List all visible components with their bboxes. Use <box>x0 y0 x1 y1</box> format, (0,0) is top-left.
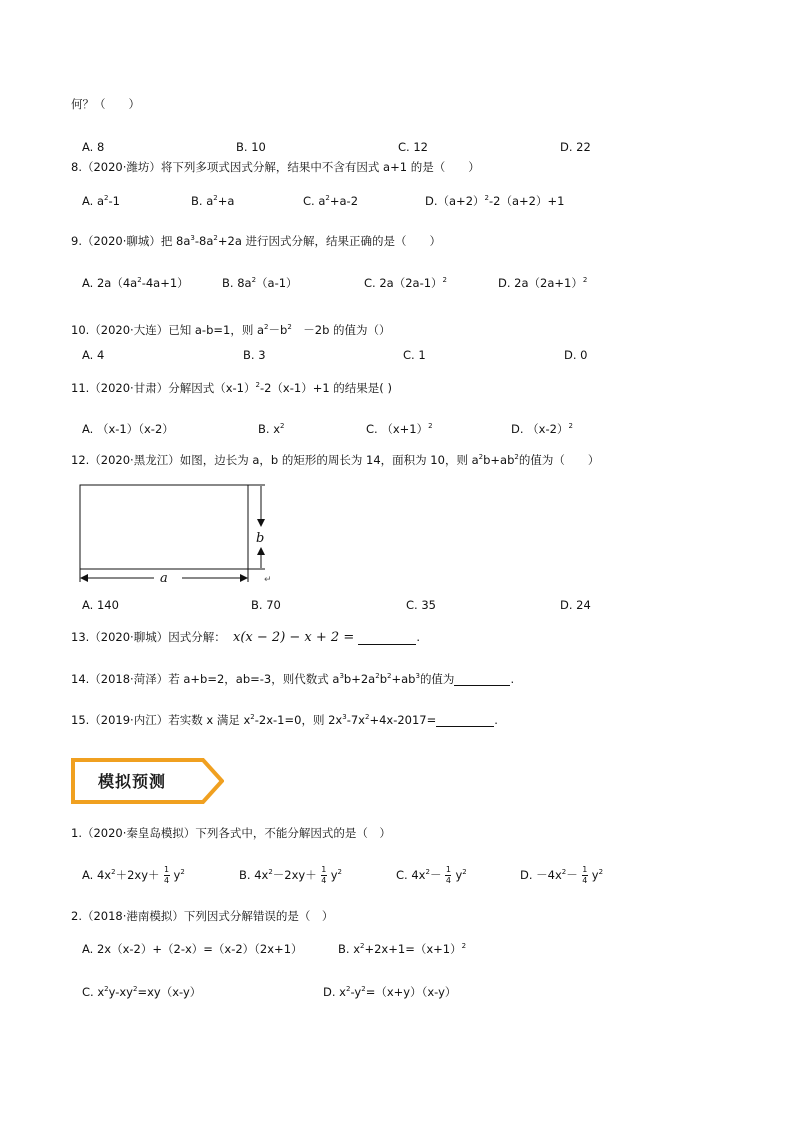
fraction-one-quarter: $\frac{1}{4}$ <box>582 865 588 885</box>
question-11-stem: 11.（2020·甘肃）分解因式$(x-1)^2-2(x-1)+1$ 的结果是( ) <box>71 381 392 395</box>
m1-option-a: A. $4x^2+2xy+$ $\frac{1}{4}$ $y^2$ <box>82 865 185 885</box>
q11-option-d: D. $(x-2)^2$ <box>511 422 573 436</box>
m2-option-a: A. 2x（x-2）+（2-x）=（x-2）（2x+1） <box>82 942 303 956</box>
q8-option-c: C. $a^2+a-2$ <box>303 194 359 208</box>
q10-option-c: C. 1 <box>403 348 426 362</box>
q9-option-d: D. $2a(2a+1)^2$ <box>498 276 588 290</box>
question-14: 14.（2018·菏泽）若 a+b=2，ab=-3，则代数式 $a^3b+2a^2b^2+ab^3$的值为 . <box>71 672 515 686</box>
q9-option-b: B. $8a^2(a-1)$ <box>222 276 298 290</box>
question-15: 15.（2019·内江）若实数 x 满足 $x^2-2x-1=0$，则 $2x^3-7x^2+4x-2017=$ . <box>71 713 498 727</box>
q10-option-b: B. 3 <box>243 348 266 362</box>
label-b: b <box>256 531 265 546</box>
q12-option-c: C. 35 <box>406 598 436 612</box>
question-13: 13.（2020·聊城）因式分解： x(x − 2) − x + 2 = . <box>71 630 420 645</box>
q12-option-b: B. 70 <box>251 598 281 612</box>
rectangle <box>80 485 248 569</box>
q15-answer-blank <box>436 714 494 727</box>
mock-question-2-stem: 2.（2018·港南模拟）下列因式分解错误的是（ ） <box>71 909 334 923</box>
q8-option-d: $D.(a+2)^2-2(a+2)+1$ <box>425 194 565 208</box>
section-title: 模拟预测 <box>98 772 167 791</box>
m2-option-c: C. $x^2y-xy^2=xy(x-y)$ <box>82 985 202 999</box>
mock-question-1-stem: 1.（2020·秦皇岛模拟）下列各式中，不能分解因式的是（ ） <box>71 826 391 840</box>
q7-option-d: D. 22 <box>560 140 591 154</box>
m1-option-b: B. $4x^2-2xy+$ $\frac{1}{4}$ $y^2$ <box>239 865 343 885</box>
q11-option-c: C. $(x+1)^2$ <box>366 422 433 436</box>
question-8-stem: 8.（2020·潍坊）将下列多项式因式分解，结果中不含有因式 a+1 的是（ ） <box>71 160 480 174</box>
question-10-stem: 10.（2020·大连）已知 a-b=1，则 $a^2-b^2$ －2b 的值为（） <box>71 323 391 337</box>
question-12-stem: 12.（2020·黑龙江）如图，边长为 a，b 的矩形的周长为 14，面积为 10，则 $a^2b+ab^2$的值为（ ） <box>71 453 600 467</box>
q9-option-a: A. $2a(4a^2-4a+1)$ <box>82 276 189 290</box>
q13-expression: x(x − 2) − x + 2 = <box>233 630 359 645</box>
m1-option-c: C. $4x^2-$ $\frac{1}{4}$ $y^2$ <box>396 865 467 885</box>
q9-option-c: C. $2a(2a-1)^2$ <box>364 276 448 290</box>
m1-option-d: D. $-4x^2-$ $\frac{1}{4}$ $y^2$ <box>520 865 604 885</box>
q7-option-a: A. 8 <box>82 140 105 154</box>
q11-option-a: A. （x-1）（x-2） <box>82 422 174 436</box>
question-7-tail: 何？（ ） <box>71 97 140 111</box>
fraction-one-quarter: $\frac{1}{4}$ <box>321 865 327 885</box>
q8-option-b: B. $a^2+a$ <box>191 194 235 208</box>
fraction-one-quarter: $\frac{1}{4}$ <box>163 865 170 885</box>
fraction-one-quarter: $\frac{1}{4}$ <box>445 865 451 885</box>
return-mark: ↵ <box>264 575 272 585</box>
q12-option-a: A. 140 <box>82 598 119 612</box>
q10-option-a: A. 4 <box>82 348 105 362</box>
q7-option-b: B. 10 <box>236 140 266 154</box>
question-9-stem: 9.（2020·聊城）把 $8a^3-8a^2+2a$ 进行因式分解，结果正确的是（ ） <box>71 234 442 248</box>
q14-answer-blank <box>454 673 510 686</box>
q10-option-d: D. 0 <box>564 348 588 362</box>
rectangle-diagram <box>74 478 284 590</box>
label-a: a <box>160 571 168 586</box>
q7-option-c: C. 12 <box>398 140 428 154</box>
q13-answer-blank <box>358 632 416 645</box>
m2-option-d: D. $x^2-y^2=(x+y)(x-y)$ <box>323 985 457 999</box>
q11-option-b: B. $x^2$ <box>258 422 285 436</box>
q8-option-a: A. $a^2-1$ <box>82 194 120 208</box>
m2-option-b: B. $x^2+2x+1=(x+1)^2$ <box>338 942 467 956</box>
q12-option-d: D. 24 <box>560 598 591 612</box>
